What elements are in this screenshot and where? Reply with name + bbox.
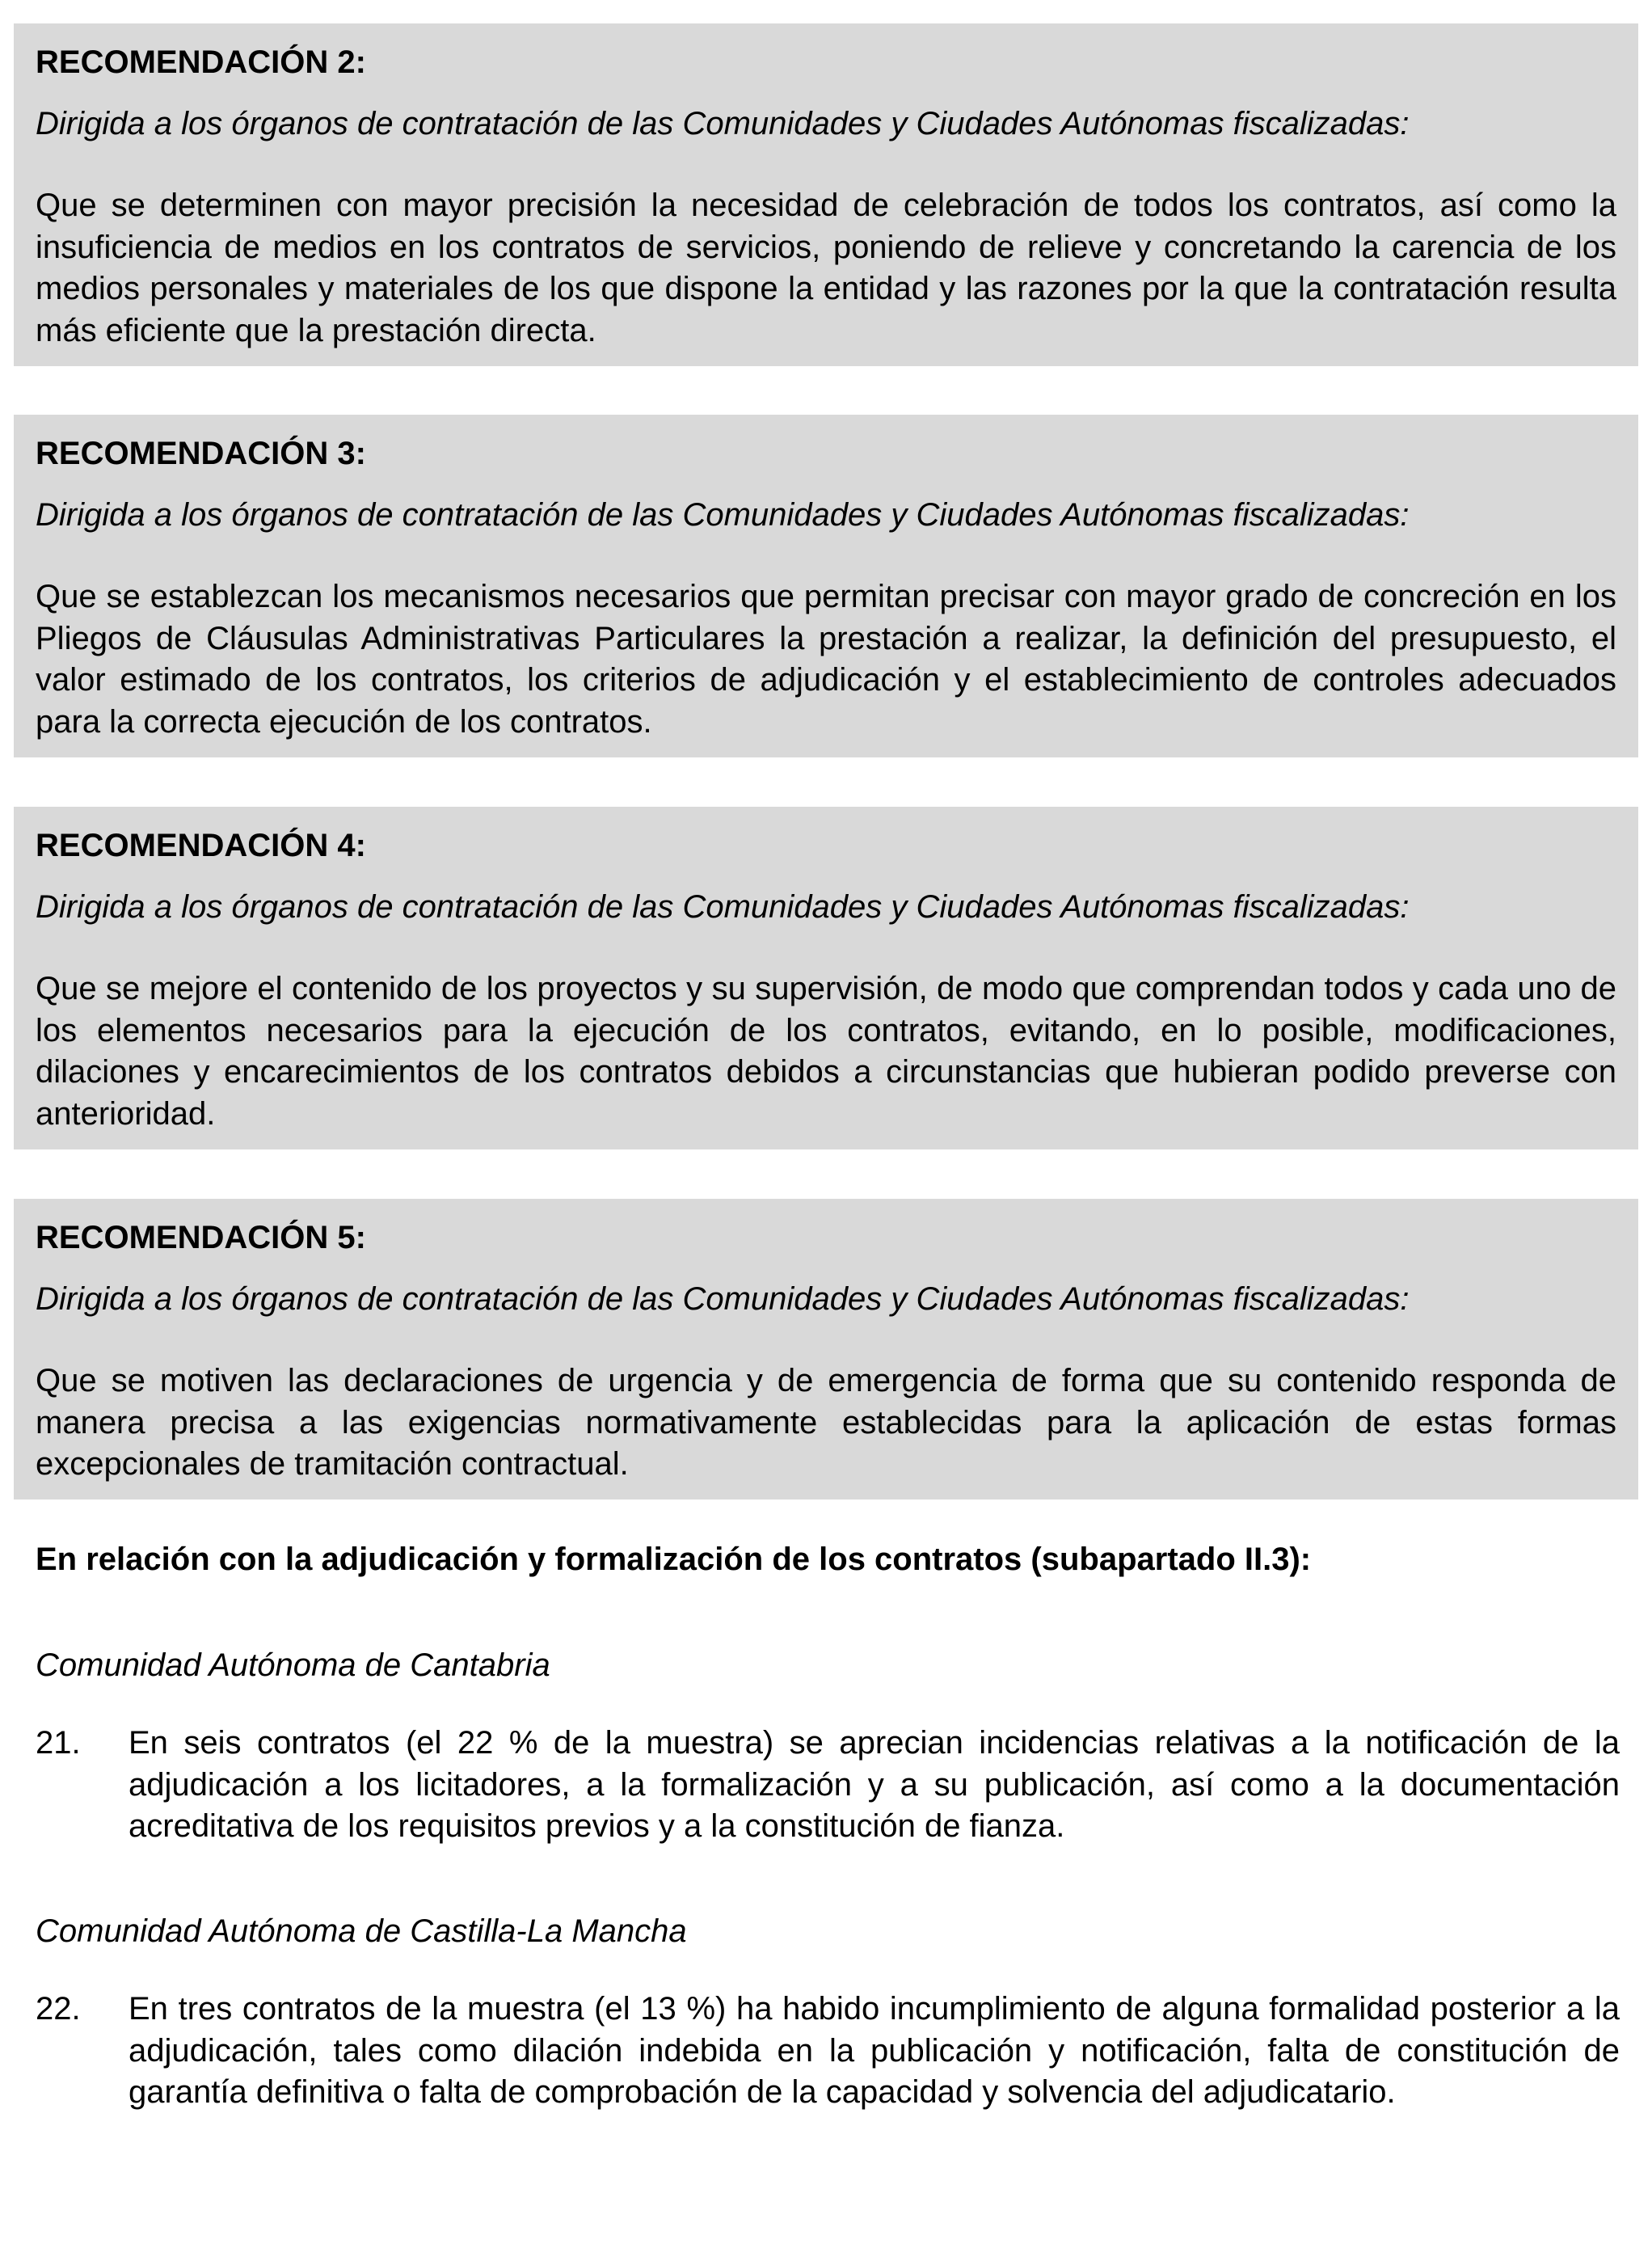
- item-number: 21.: [36, 1725, 81, 1761]
- recommendation-title: RECOMENDACIÓN 4:: [36, 828, 366, 863]
- recommendation-addressee: Dirigida a los órganos de contratación de las Comunidades y Ciudades Autónomas fiscalizadas:: [36, 1281, 1410, 1317]
- recommendation-box-4: [14, 807, 1638, 1149]
- community-name-castilla-la-mancha: Comunidad Autónoma de Castilla-La Mancha: [36, 1913, 687, 1949]
- item-text: En tres contratos de la muestra (el 13 %) ha habido incumplimiento de alguna formalidad posterior a la adjudicación, tales como dilación indebida en la publicación y notificación, falta de constitución de garantía definitiva o falta de comprobación de la capacidad y solvencia del adjudicatario.: [129, 1991, 1620, 2110]
- numbered-item-21: [36, 1723, 1620, 1848]
- recommendation-body: Que se determinen con mayor precisión la necesidad de celebración de todos los contratos, así como la insuficiencia de medios en los contratos de servicios, poniendo de relieve y concretando la carencia de los medios personales y materiales de los que dispone la entidad y las razones por la que la contratación resulta más eficiente que la prestación directa.: [36, 188, 1616, 348]
- item-number: 22.: [36, 1991, 81, 2027]
- numbered-item-22: [36, 1989, 1620, 2114]
- recommendation-body: Que se mejore el contenido de los proyectos y su supervisión, de modo que comprendan todos y cada uno de los elementos necesarios para la ejecución de los contratos, evitando, en lo posible, modificaciones, dilaciones y encarecimientos de los contratos debidos a circunstancias que hubieran podido preverse con anterioridad.: [36, 971, 1616, 1132]
- recommendation-addressee: Dirigida a los órganos de contratación de las Comunidades y Ciudades Autónomas fiscalizadas:: [36, 889, 1410, 925]
- recommendation-title: RECOMENDACIÓN 3:: [36, 436, 366, 471]
- recommendation-body: Que se motiven las declaraciones de urgencia y de emergencia de forma que su contenido responda de manera precisa a las exigencias normativamente establecidas para la aplicación de estas formas excepcionales de tramitación contractual.: [36, 1363, 1616, 1482]
- recommendation-body: Que se establezcan los mecanismos necesarios que permitan precisar con mayor grado de concreción en los Pliegos de Cláusulas Administrativas Particulares la prestación a realizar, la definición del presupuesto, el valor estimado de los contratos, los criterios de adjudicación y el establecimiento de controles adecuados para la correcta ejecución de los contratos.: [36, 579, 1616, 740]
- recommendation-title: RECOMENDACIÓN 5:: [36, 1220, 366, 1255]
- section-heading: En relación con la adjudicación y formalización de los contratos (subapartado II.3):: [36, 1542, 1312, 1577]
- recommendation-box-2: [14, 23, 1638, 366]
- recommendation-box-5: [14, 1199, 1638, 1500]
- recommendation-addressee: Dirigida a los órganos de contratación de las Comunidades y Ciudades Autónomas fiscalizadas:: [36, 497, 1410, 533]
- recommendation-title: RECOMENDACIÓN 2:: [36, 44, 366, 80]
- item-text: En seis contratos (el 22 % de la muestra) se aprecian incidencias relativas a la notificación de la adjudicación a los licitadores, a la formalización y a su publicación, así como a la documentación acreditativa de los requisitos previos y a la constitución de fianza.: [129, 1725, 1620, 1844]
- recommendation-box-3: [14, 415, 1638, 757]
- recommendation-addressee: Dirigida a los órganos de contratación de las Comunidades y Ciudades Autónomas fiscalizadas:: [36, 106, 1410, 141]
- community-name-cantabria: Comunidad Autónoma de Cantabria: [36, 1647, 550, 1683]
